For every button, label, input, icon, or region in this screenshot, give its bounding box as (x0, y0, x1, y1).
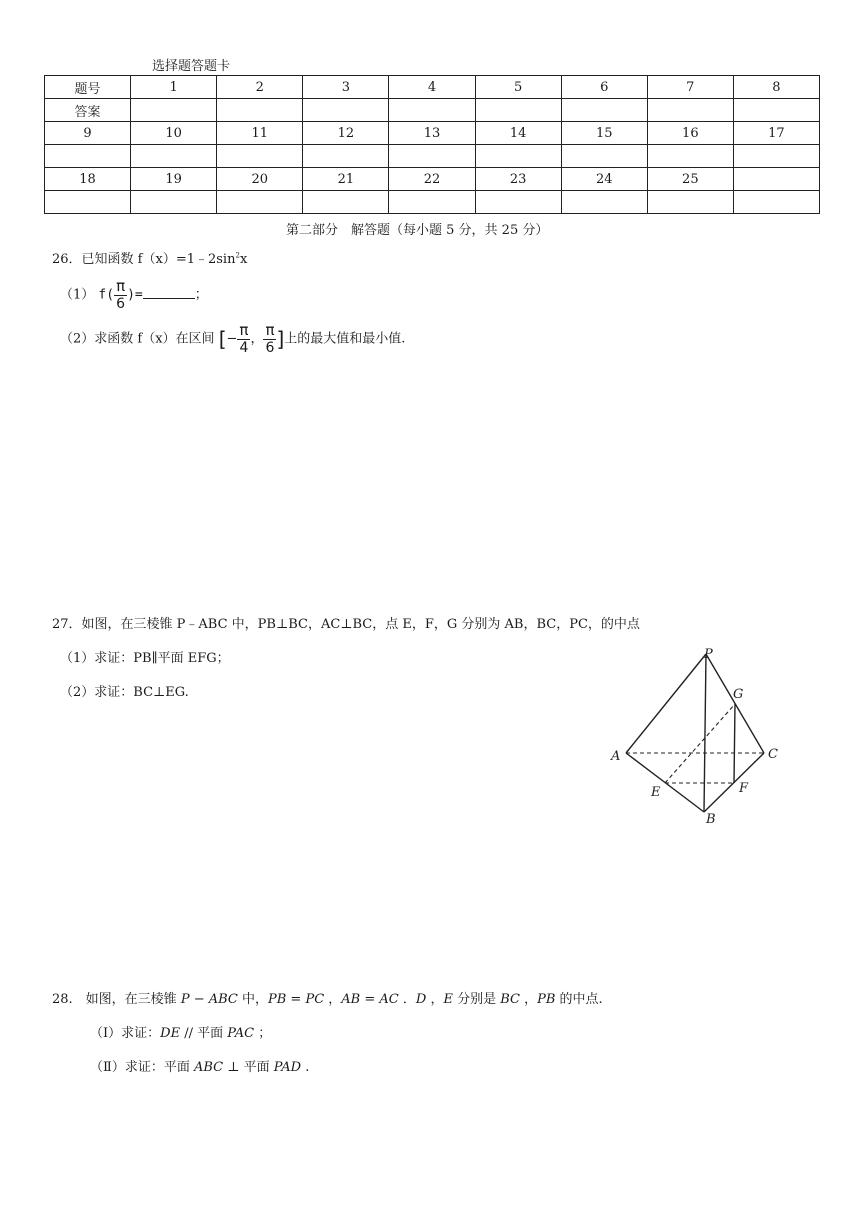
q28-part1-text: （Ⅰ）求证： (90, 1026, 161, 1041)
q28-stem-text: 中， (237, 992, 268, 1007)
fraction-denominator: 6 (265, 340, 275, 356)
question-number-cell: 15 (561, 122, 647, 145)
edge-pb (704, 654, 706, 812)
answer-cell[interactable] (647, 99, 733, 122)
q26-part1-func: f( (98, 287, 115, 303)
q28-part1-text: ； (254, 1026, 272, 1041)
answer-card-table (44, 75, 820, 214)
question-number-cell: 18 (45, 168, 131, 191)
fraction-pi-over-6 (263, 322, 276, 356)
fraction-pi-over-6 (114, 278, 127, 312)
q28-stem-text: ， (519, 992, 538, 1007)
answer-cell[interactable] (45, 191, 131, 214)
question-number-cell: 12 (303, 122, 389, 145)
question-number-cell: 8 (733, 76, 819, 99)
left-bracket: [ (218, 327, 227, 351)
answer-cell[interactable] (647, 191, 733, 214)
math-expression: DE (160, 1026, 181, 1041)
fraction-numerator: π (116, 277, 126, 295)
math-expression: E (443, 992, 453, 1007)
answer-cell[interactable] (217, 145, 303, 168)
q26-part2-prefix: （2）求函数 f（x）在区间 (60, 331, 215, 347)
answer-cell[interactable] (217, 99, 303, 122)
answer-cell[interactable] (733, 191, 819, 214)
question-number-cell: 10 (131, 122, 217, 145)
q27-part1: （1）求证：PB∥平面 EFG； (60, 651, 230, 666)
segment-gf (734, 704, 735, 783)
q28-stem-text: ， (426, 992, 444, 1007)
comma: ， (250, 331, 264, 347)
q26-part1 (60, 278, 208, 312)
q28-stem (52, 988, 603, 1007)
question-number-cell: 13 (389, 122, 475, 145)
q28-part2-text: ⊥ 平面 (223, 1060, 274, 1075)
fraction-denominator: 6 (116, 296, 126, 312)
label-f: F (739, 781, 749, 796)
q26-part2 (60, 322, 405, 356)
q27-stem: 27．如图，在三棱锥 P﹣ABC 中，PB⊥BC，AC⊥BC，点 E，F，G 分别为 AB，BC，PC，的中点 (52, 617, 640, 632)
question-number-cell: 5 (475, 76, 561, 99)
fraction-numerator: π (239, 321, 249, 339)
answer-cell[interactable] (733, 99, 819, 122)
fraction-numerator: π (265, 321, 275, 339)
q28-part2-text: . (301, 1060, 310, 1075)
pyramid-figure (600, 640, 790, 835)
minus-sign: − (226, 331, 238, 347)
table-row (45, 99, 820, 122)
answer-cell[interactable] (303, 99, 389, 122)
q28-stem-text: ， (324, 992, 342, 1007)
label-g: G (733, 687, 744, 702)
answer-cell[interactable] (389, 99, 475, 122)
answer-cell[interactable] (131, 99, 217, 122)
q26-part1-label: （1） (60, 287, 95, 303)
answer-cell[interactable] (647, 145, 733, 168)
math-expression: D (415, 992, 427, 1007)
math-expression: ABC (193, 1060, 224, 1075)
answer-cell[interactable] (475, 191, 561, 214)
math-expression: PAD (273, 1060, 302, 1075)
math-expression: BC (500, 992, 520, 1007)
table-row (45, 145, 820, 168)
math-expression: P − ABC (180, 992, 238, 1007)
answer-card-title: 选择题答题卡 (152, 59, 231, 74)
math-expression: PB = PC (268, 992, 325, 1007)
table-row (45, 191, 820, 214)
question-number-cell (733, 168, 819, 191)
answer-cell[interactable] (303, 191, 389, 214)
question-number-cell: 11 (217, 122, 303, 145)
q26-stem-prefix: 26．已知函数 f（x）=1﹣2sin (52, 252, 236, 267)
header-label-cell: 题号 (45, 76, 131, 99)
answer-cell[interactable] (561, 99, 647, 122)
question-number-cell: 22 (389, 168, 475, 191)
label-c: C (768, 747, 778, 762)
answer-cell[interactable] (561, 191, 647, 214)
q26-part1-close: )= (127, 287, 143, 303)
q28-stem-text: 分别是 (452, 992, 501, 1007)
question-number-cell: 6 (561, 76, 647, 99)
q28-stem-text: 28. 如图，在三棱锥 (52, 992, 181, 1007)
answer-cell[interactable] (303, 145, 389, 168)
part2-title: 第二部分 解答题（每小题 5 分，共 25 分） (286, 223, 549, 238)
question-number-cell: 14 (475, 122, 561, 145)
math-expression: PAC (227, 1026, 255, 1041)
q26-stem (52, 248, 247, 267)
answer-cell[interactable] (475, 99, 561, 122)
answer-label-cell: 答案 (45, 99, 131, 122)
q27-part2: （2）求证：BC⊥EG. (60, 685, 189, 700)
math-expression: AB = AC (341, 992, 399, 1007)
label-p: P (704, 647, 713, 662)
question-number-cell: 9 (45, 122, 131, 145)
question-number-cell: 21 (303, 168, 389, 191)
question-number-cell: 23 (475, 168, 561, 191)
label-e: E (651, 785, 661, 800)
answer-cell[interactable] (475, 145, 561, 168)
question-number-cell: 7 (647, 76, 733, 99)
segment-eg-hidden (665, 704, 735, 783)
question-number-cell: 2 (217, 76, 303, 99)
q28-stem-text: 的中点. (555, 992, 603, 1007)
q26-part2-suffix: 上的最大值和最小值. (284, 331, 406, 347)
edge-pa (626, 654, 706, 753)
question-number-cell: 3 (303, 76, 389, 99)
answer-cell[interactable] (131, 191, 217, 214)
table-row (45, 122, 820, 145)
q28-part1 (90, 1022, 271, 1041)
table-row (45, 168, 820, 191)
q28-part2-text: （Ⅱ）求证：平面 (90, 1060, 194, 1075)
label-b: B (706, 812, 716, 827)
question-number-cell: 24 (561, 168, 647, 191)
answer-cell[interactable] (45, 145, 131, 168)
question-number-cell: 25 (647, 168, 733, 191)
table-row (45, 76, 820, 99)
question-number-cell: 17 (733, 122, 819, 145)
q26-stem-suffix: x (239, 252, 248, 267)
q26-stem-exponent: 2 (235, 251, 240, 260)
q26-part1-end: ； (194, 287, 208, 303)
fraction-denominator: 4 (239, 340, 249, 356)
label-a: A (611, 749, 621, 764)
q28-stem-text: ． (398, 992, 416, 1007)
answer-cell[interactable] (217, 191, 303, 214)
answer-cell[interactable] (389, 191, 475, 214)
q28-part1-text: // 平面 (180, 1026, 228, 1041)
answer-cell[interactable] (733, 145, 819, 168)
question-number-cell: 16 (647, 122, 733, 145)
right-bracket: ] (276, 327, 285, 351)
math-expression: PB (537, 992, 556, 1007)
question-number-cell: 19 (131, 168, 217, 191)
q28-part2 (90, 1056, 309, 1075)
answer-cell[interactable] (389, 145, 475, 168)
question-number-cell: 4 (389, 76, 475, 99)
answer-blank[interactable] (143, 286, 195, 299)
question-number-cell: 20 (217, 168, 303, 191)
question-number-cell: 1 (131, 76, 217, 99)
fraction-pi-over-4 (237, 322, 250, 356)
answer-cell[interactable] (131, 145, 217, 168)
answer-cell[interactable] (561, 145, 647, 168)
